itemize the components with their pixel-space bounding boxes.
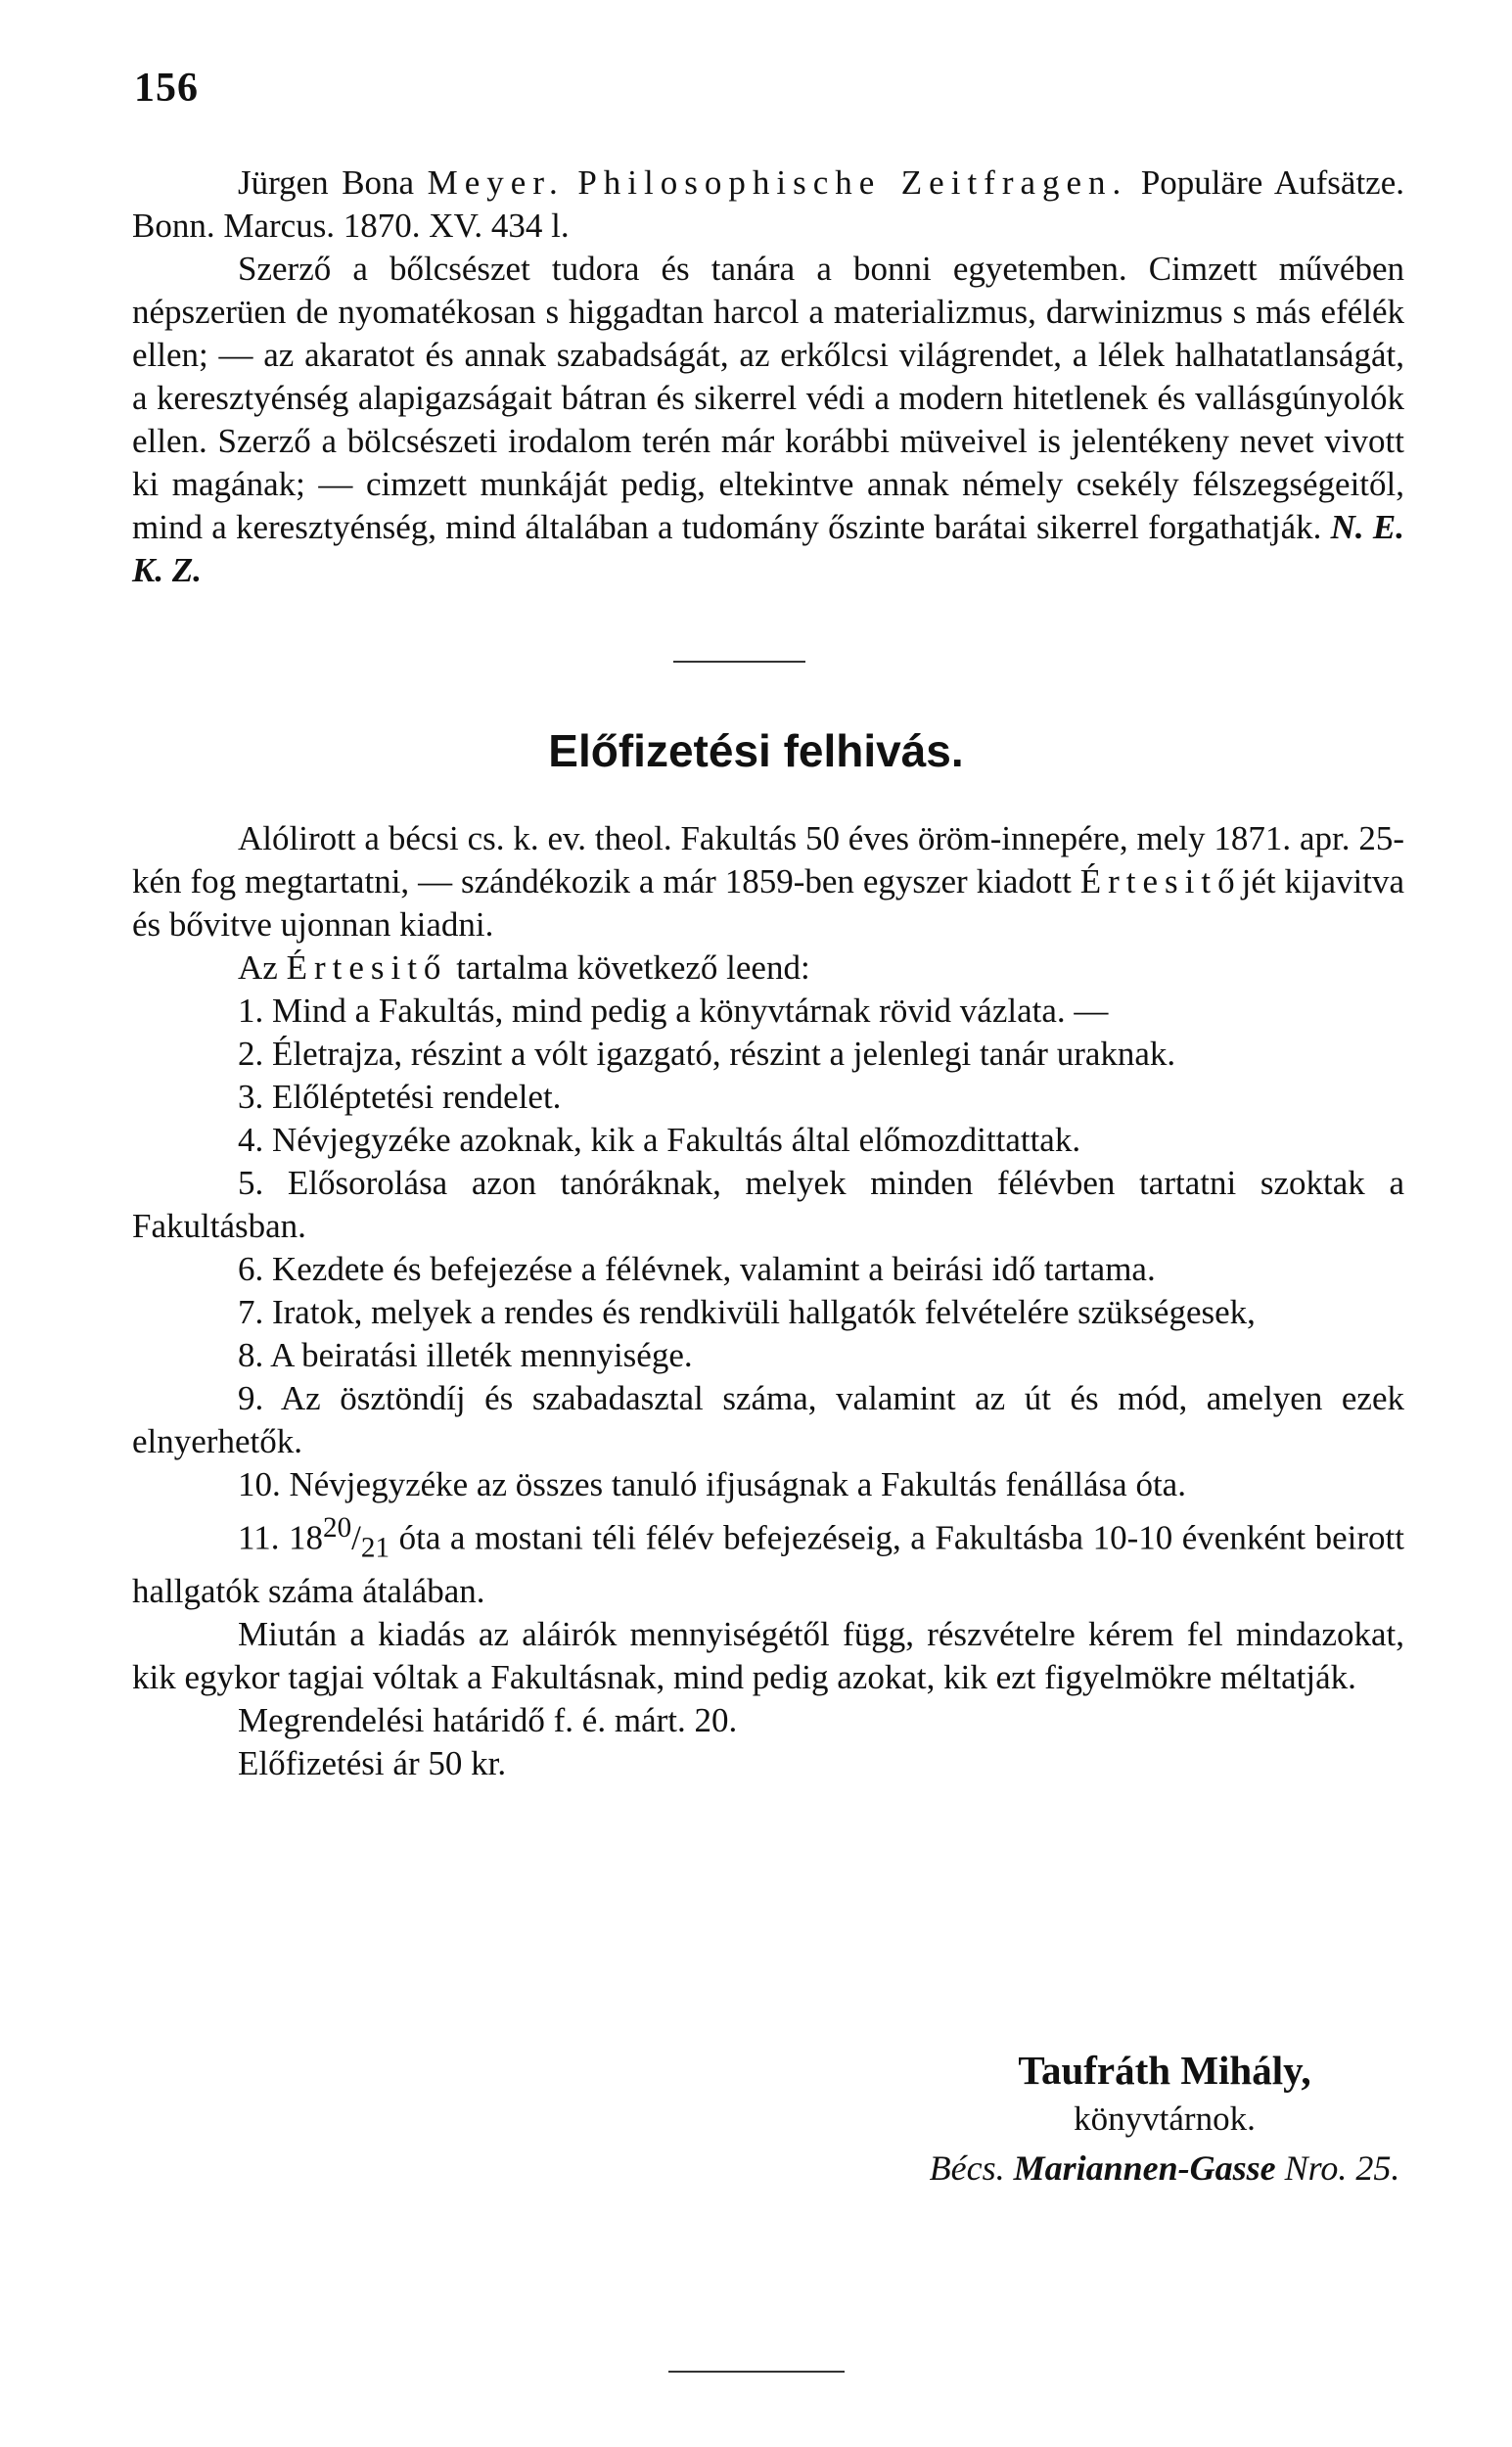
list-item: 3. Előléptetési rendelet.: [238, 1078, 562, 1116]
list-item: 9. Az ösztöndíj és szabadasztal száma, valamint az út és mód, amelyen ezek elnyerhetők.: [132, 1379, 1404, 1460]
book-review: [132, 162, 1404, 592]
list-item: 6. Kezdete és befejezése a félévnek, valamint a beirási idő tartama.: [238, 1250, 1156, 1288]
list-item: 5. Elősorolása azon tanóráknak, melyek minden félévben tartatni szoktak a Fakultásban.: [132, 1164, 1404, 1245]
list-item: 11. $18^{20}/_{21}$ óta a mostani téli félév befejezéseig, a Fakultásba 10-10 évenként beirott hallgatók száma átalában.: [132, 1512, 1404, 1610]
review-citation: Jürgen Bona Meyer. Philosophische Zeitfragen. Populäre Aufsätze. Bonn. Marcus. 1870. XV. 434 l.: [132, 163, 1404, 245]
list-item: 8. A beiratási illeték mennyisége.: [238, 1336, 693, 1374]
announcement-intro: Alólirott a bécsi cs. k. ev. theol. Fakultás 50 éves öröm-innepére, mely 1871. apr. 25-kén fog megtartatni, — szándékozik a már 1859-ben egyszer kiadott Értesitőjét kijavitva és bővitve ujonnan kiadni.: [132, 819, 1404, 944]
closing-text: Miután a kiadás az aláirók mennyiségétől függ, részvételre kérem fel mindazokat, kik egykor tagjai vóltak a Fakultásnak, mind pedig azokat, kik ezt figyelmökre méltatják.: [132, 1614, 1404, 1696]
announcement-title: Előfizetési felhivás.: [548, 725, 964, 776]
announcement-body: [132, 817, 1404, 1785]
list-item: 2. Életrajza, részint a vólt igazgató, részint a jelenlegi tanár uraknak.: [238, 1035, 1176, 1073]
page-number: 156: [134, 66, 199, 111]
signer-role: könyvtárnok.: [1074, 2100, 1256, 2138]
signer-address: Bécs. Mariannen-Gasse Nro. 25.: [929, 2148, 1400, 2188]
signature-block: [910, 2046, 1419, 2193]
list-item: 10. Névjegyzéke az összes tanuló ifjuságnak a Fakultás fenállása óta.: [238, 1465, 1186, 1503]
section-divider: [673, 661, 805, 663]
list-item: 7. Iratok, melyek a rendes és rendkivüli hallgatók felvételére szükségesek,: [238, 1293, 1256, 1331]
end-divider: [668, 2371, 845, 2373]
list-item: 1. Mind a Fakultás, mind pedig a könyvtárnak rövid vázlata. —: [238, 992, 1109, 1030]
list-item: 4. Névjegyzéke azoknak, kik a Fakultás által előmozdittattak.: [238, 1121, 1081, 1159]
deadline-text: Megrendelési határidő f. é. márt. 20.: [238, 1700, 738, 1739]
signer-name: Taufráth Mihály,: [1018, 2048, 1311, 2093]
contents-heading: Az Értesitő tartalma következő leend:: [238, 948, 810, 987]
review-signature: N. E. K. Z.: [132, 508, 1405, 589]
price-text: Előfizetési ár 50 kr.: [238, 1743, 507, 1782]
review-text: Szerző a bőlcsészet tudora és tanára a bonni egyetemben. Cimzett művében népszerüen de nyomatékosan s higgadtan harcol a materializmus, darwinizmus s más efélék ellen; — az akaratot és annak szabadságát, az erkőlcsi világrendet, a lélek halhatatlanságát, a keresztyénség alapigazságait bátran és sikerrel védi a modern hitetlenek és vallásgúnyolók ellen. Szerző a bölcsészeti irodalom terén már korábbi müveivel is jelentékeny nevet vivott ki magának; — cimzett munkáját pedig, eltekintve annak némely csekély félszegségeitől, mind a keresztyénség, mind általában a tudomány őszinte barátai sikerrel forgathatják. N. E. K. Z.: [132, 250, 1405, 589]
